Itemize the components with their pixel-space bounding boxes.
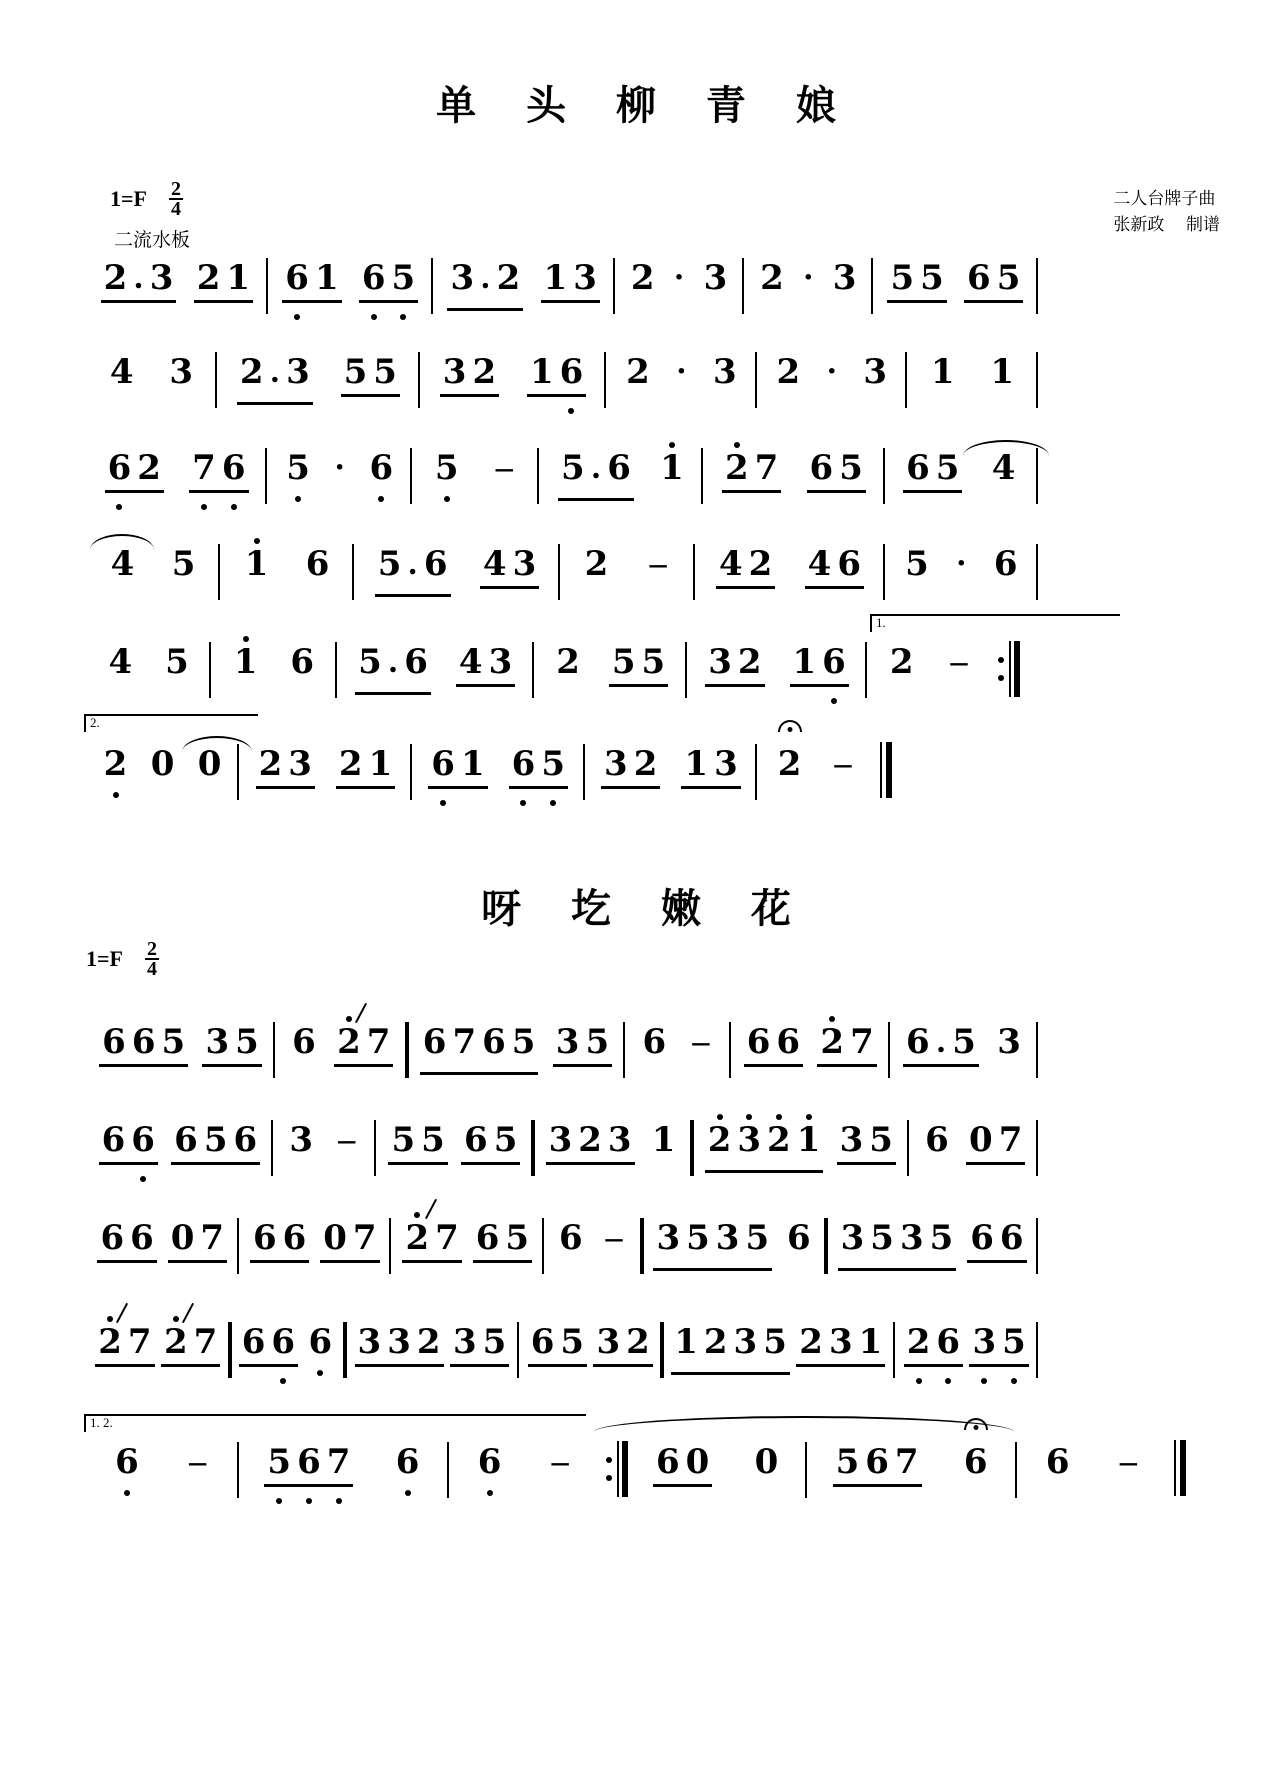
measure — [544, 1216, 642, 1286]
measure — [267, 446, 412, 516]
measure — [211, 640, 336, 710]
measure — [86, 542, 220, 612]
measure — [275, 1020, 407, 1090]
note-group: 1 6 — [527, 350, 586, 416]
note-group: 4 2 — [716, 542, 775, 608]
song-title-1: 单 头 柳 青 娘 — [436, 82, 854, 129]
measure — [86, 446, 267, 516]
credit-line-2: 张新政 制谱 — [1113, 215, 1220, 236]
song1-line-2 — [86, 350, 1186, 446]
note-group: 5 . 6 — [558, 446, 634, 512]
measure — [519, 1320, 663, 1390]
aug-dot: · — [334, 449, 346, 486]
note: 2 — [760, 258, 784, 298]
note-group: 1 2 3 5 — [671, 1320, 790, 1386]
note-group: 2 3 — [256, 742, 315, 808]
measure — [86, 1216, 239, 1286]
note: 2 — [776, 352, 801, 392]
note-group: 3 5 — [450, 1320, 509, 1386]
measure — [273, 1118, 376, 1188]
note-group: 3 5 — [553, 1020, 612, 1086]
measure — [890, 1020, 1038, 1090]
note-group: 2 7 — [95, 1320, 154, 1386]
note-group: 3 3 2 — [355, 1320, 444, 1386]
song2-line-4 — [86, 1320, 1186, 1416]
note: 6 — [109, 1440, 145, 1484]
note: 3 — [712, 352, 737, 392]
note: 6 — [364, 446, 400, 490]
measure — [376, 1118, 533, 1188]
measure — [220, 542, 354, 612]
measure — [86, 256, 268, 326]
aug-dot: · — [673, 259, 685, 296]
note-group: 3 . 2 — [447, 256, 523, 322]
note: 6 — [292, 1022, 316, 1062]
note-group: 4 3 — [480, 542, 539, 608]
note: 6 — [558, 1218, 583, 1258]
measure — [337, 640, 534, 710]
hold-dash: – — [605, 1219, 623, 1256]
note-group: 6 7 6 5 — [420, 1020, 539, 1086]
note-group: 5 5 — [388, 1118, 447, 1184]
hold-dash: – — [649, 545, 667, 582]
note-group: 7 6 — [189, 446, 248, 512]
note: 5 — [280, 446, 316, 490]
time-unit-2: 4 — [146, 958, 157, 981]
note: 1 — [930, 352, 955, 392]
note-group: 6 5 — [473, 1216, 532, 1282]
measure — [239, 742, 412, 812]
key-label-1: 1=F — [110, 186, 147, 212]
measure — [885, 446, 1038, 516]
measure — [239, 1216, 392, 1286]
song1-header-meta — [110, 180, 190, 252]
time-signature-2 — [145, 940, 159, 979]
note: 5 — [171, 544, 196, 584]
measure — [86, 640, 211, 710]
note-group: 2 7 — [722, 446, 781, 512]
tie-slur — [594, 1416, 1014, 1432]
measure — [217, 350, 420, 420]
measure — [533, 1118, 692, 1188]
note: 6 — [642, 1022, 667, 1062]
measure — [412, 446, 539, 516]
note: 3 — [832, 258, 857, 298]
note-group: 5 5 — [341, 350, 400, 416]
note: 3 — [863, 352, 887, 392]
time-beats-1: 2 — [170, 178, 181, 200]
song2-header-meta — [86, 940, 159, 979]
measure — [433, 256, 615, 326]
note: 3 — [169, 352, 194, 392]
note-group: 6 5 — [359, 256, 418, 322]
note-group: 3 5 3 5 — [653, 1216, 772, 1282]
measure — [606, 350, 756, 420]
note: 3 — [289, 1120, 314, 1160]
note: 2 — [584, 544, 609, 584]
measure — [692, 1118, 908, 1188]
note-group: 2 . 3 — [101, 256, 177, 322]
note-group: 0 7 — [168, 1216, 227, 1282]
note-group: 3 5 — [202, 1020, 261, 1086]
note-group: 6 6 — [744, 1020, 803, 1086]
note: 6 — [925, 1120, 949, 1160]
note: 6 — [787, 1218, 811, 1258]
note-group: 2 7 — [402, 1216, 461, 1282]
hold-dash: – — [338, 1121, 356, 1158]
note-group: 3 2 3 — [546, 1118, 635, 1184]
note: 6 — [472, 1440, 508, 1484]
measure — [807, 1440, 1016, 1510]
note-group: 3 2 — [440, 350, 499, 416]
measure — [687, 640, 868, 710]
note: 4 — [108, 642, 133, 682]
repeat-dots — [998, 649, 1004, 689]
final-barline — [880, 742, 892, 798]
measure — [86, 742, 239, 812]
note-group: 1 3 — [541, 256, 600, 322]
measure — [867, 640, 994, 710]
note: 2 — [772, 742, 808, 786]
note-group: 5 . 6 — [355, 640, 431, 706]
note-group: 2 7 — [161, 1320, 220, 1386]
note-group: 6 6 — [239, 1320, 298, 1386]
hold-dash: – — [950, 643, 968, 680]
note: 6 — [993, 544, 1018, 584]
note: 1 — [651, 1120, 676, 1160]
measure — [86, 1118, 273, 1188]
measure — [539, 446, 703, 516]
measure — [642, 1216, 826, 1286]
note-group: 6 5 — [509, 742, 568, 808]
hold-dash: – — [692, 1023, 710, 1060]
note-group: 6 6 — [967, 1216, 1026, 1282]
note: 6 — [1045, 1442, 1070, 1482]
note-group: 3 5 3 5 — [838, 1216, 957, 1282]
key-signature-2 — [86, 940, 159, 979]
measure — [534, 640, 687, 710]
note-group: 2 6 — [904, 1320, 963, 1386]
note-group: 1 6 — [790, 640, 849, 706]
note-group: 4 3 — [456, 640, 515, 706]
note: 6 — [958, 1440, 994, 1484]
note-group: 6 5 — [461, 1118, 520, 1184]
aug-dot: · — [802, 259, 814, 296]
measure — [86, 1020, 275, 1090]
time-signature-1 — [169, 180, 183, 219]
note-group: 6 6 — [97, 1216, 156, 1282]
measure — [895, 1320, 1039, 1390]
measure — [757, 742, 876, 812]
measure — [625, 1020, 730, 1090]
note: 6 — [302, 1320, 338, 1364]
measure — [560, 542, 695, 612]
note-group: 0 7 — [320, 1216, 379, 1282]
credit-line-1: 二人台牌子曲 — [1113, 189, 1216, 209]
note-group: 6 0 — [653, 1440, 712, 1506]
measure — [731, 1020, 890, 1090]
note: 0 — [197, 744, 222, 784]
note: 3 — [703, 258, 728, 298]
hold-dash: – — [1119, 1443, 1137, 1480]
measure — [407, 1020, 626, 1090]
note-group: 2 7 — [817, 1020, 876, 1086]
note: 4 — [110, 544, 135, 584]
note-group: 5 6 7 — [833, 1440, 922, 1506]
measure — [86, 1320, 230, 1390]
measure — [695, 542, 884, 612]
song2-line-1 — [86, 1020, 1186, 1116]
note: 1 — [657, 446, 687, 490]
note-group: 3 5 — [837, 1118, 896, 1184]
measure — [757, 350, 907, 420]
song2-line-3 — [86, 1216, 1186, 1312]
measure — [86, 1440, 239, 1510]
measure — [86, 350, 217, 420]
note-group: 2 3 1 — [796, 1320, 885, 1386]
note-group: 5 6 7 — [264, 1440, 353, 1506]
song1-line-1 — [86, 256, 1186, 352]
measure — [662, 1320, 895, 1390]
note-group: 6 6 — [250, 1216, 309, 1282]
note: 1 — [228, 640, 264, 684]
note: 6 — [305, 544, 330, 584]
note-group: 3 5 — [969, 1320, 1028, 1386]
key-signature-1 — [110, 180, 190, 219]
volta-bracket-1 — [870, 614, 1120, 632]
measure — [239, 1440, 448, 1510]
measure — [909, 1118, 1038, 1188]
note-group: 5 5 — [887, 256, 946, 322]
note-group: 6 6 — [99, 1118, 158, 1184]
note: 0 — [754, 1442, 779, 1482]
measure — [907, 350, 1038, 420]
note-group: 2 1 — [194, 256, 253, 322]
note: 2 — [626, 352, 650, 392]
repeat-end-sign — [998, 640, 1020, 698]
measure — [628, 1440, 808, 1510]
note-group: 1 3 — [681, 742, 740, 808]
note-group: 2 7 — [334, 1020, 393, 1086]
note-group: 5 5 — [609, 640, 668, 706]
note: 2 — [630, 258, 655, 298]
final-barline — [1174, 1440, 1186, 1496]
volta-label: 2. — [90, 715, 100, 730]
time-beats-2: 2 — [146, 938, 157, 960]
volta-label: 1. — [876, 615, 886, 630]
note-group: 4 6 — [805, 542, 864, 608]
fermata-icon — [964, 1418, 988, 1430]
note-group: 5 . 6 — [375, 542, 451, 608]
note: 0 — [150, 744, 175, 784]
note-group: 6 5 — [964, 256, 1023, 322]
note-group: 2 3 2 1 — [705, 1118, 824, 1184]
note-group: 6 5 — [903, 446, 962, 512]
measure — [885, 542, 1038, 612]
song2-line-5 — [86, 1415, 1186, 1536]
note-group: 6 6 5 — [99, 1020, 188, 1086]
measure — [703, 446, 884, 516]
note: 2 — [889, 642, 914, 682]
hold-dash: – — [189, 1443, 207, 1480]
note-group: 6 1 — [428, 742, 487, 808]
volta-bracket-3 — [84, 1414, 586, 1432]
measure — [268, 256, 433, 326]
note: 1 — [990, 352, 1015, 392]
note-group: 6 2 — [105, 446, 164, 512]
measure — [449, 1440, 602, 1510]
aug-dot: · — [955, 545, 968, 582]
key-label-2: 1=F — [86, 946, 123, 972]
volta-label: 1. 2. — [90, 1415, 113, 1430]
note-group: 3 2 — [705, 640, 764, 706]
hold-dash: – — [495, 449, 513, 486]
tempo-label-1: 二流水板 — [114, 228, 191, 251]
measure — [354, 542, 560, 612]
measure — [391, 1216, 544, 1286]
note: 6 — [390, 1440, 426, 1484]
repeat-dots — [606, 1449, 612, 1489]
song1-line-6 — [86, 715, 1186, 838]
song2-line-2 — [86, 1118, 1186, 1214]
hold-dash: – — [834, 745, 852, 782]
note-group: 0 7 — [966, 1118, 1025, 1184]
measure — [1017, 1440, 1170, 1510]
repeat-end-sign — [602, 1440, 628, 1510]
note-group: 6 5 — [807, 446, 866, 512]
note: 2 — [556, 642, 580, 682]
note: 5 — [165, 642, 189, 682]
note-group: 2 . 3 — [237, 350, 313, 416]
measure — [873, 256, 1038, 326]
measure — [744, 256, 873, 326]
measure — [230, 1320, 346, 1390]
note: 5 — [905, 544, 929, 584]
measure — [585, 742, 758, 812]
note-group: 3 2 — [601, 742, 660, 808]
note: 4 — [109, 352, 134, 392]
measure — [615, 256, 744, 326]
note-group: 6 . 5 — [903, 1020, 979, 1086]
note-group: 6 5 — [528, 1320, 587, 1386]
note: 3 — [997, 1022, 1021, 1062]
note-group: 6 1 — [282, 256, 341, 322]
measure — [412, 742, 585, 812]
volta-bracket-2 — [84, 714, 258, 732]
note: 4 — [991, 448, 1016, 488]
song1-credits — [1113, 186, 1220, 239]
measure — [345, 1320, 518, 1390]
aug-dot: · — [826, 353, 838, 390]
hold-dash: – — [551, 1443, 569, 1480]
note: 1 — [239, 542, 275, 586]
note-group: 6 5 6 — [171, 1118, 260, 1184]
measure — [826, 1216, 1038, 1286]
time-unit-1: 4 — [170, 198, 181, 221]
note: 5 — [429, 446, 465, 490]
song-title-2: 呀 圪 嫩 花 — [481, 885, 809, 932]
measure — [420, 350, 606, 420]
note: 6 — [290, 642, 315, 682]
note-group: 2 1 — [336, 742, 395, 808]
note-group: 3 2 — [593, 1320, 652, 1386]
note: 2 — [98, 742, 134, 786]
aug-dot: · — [675, 353, 688, 390]
song1-line-3 — [86, 446, 1186, 542]
